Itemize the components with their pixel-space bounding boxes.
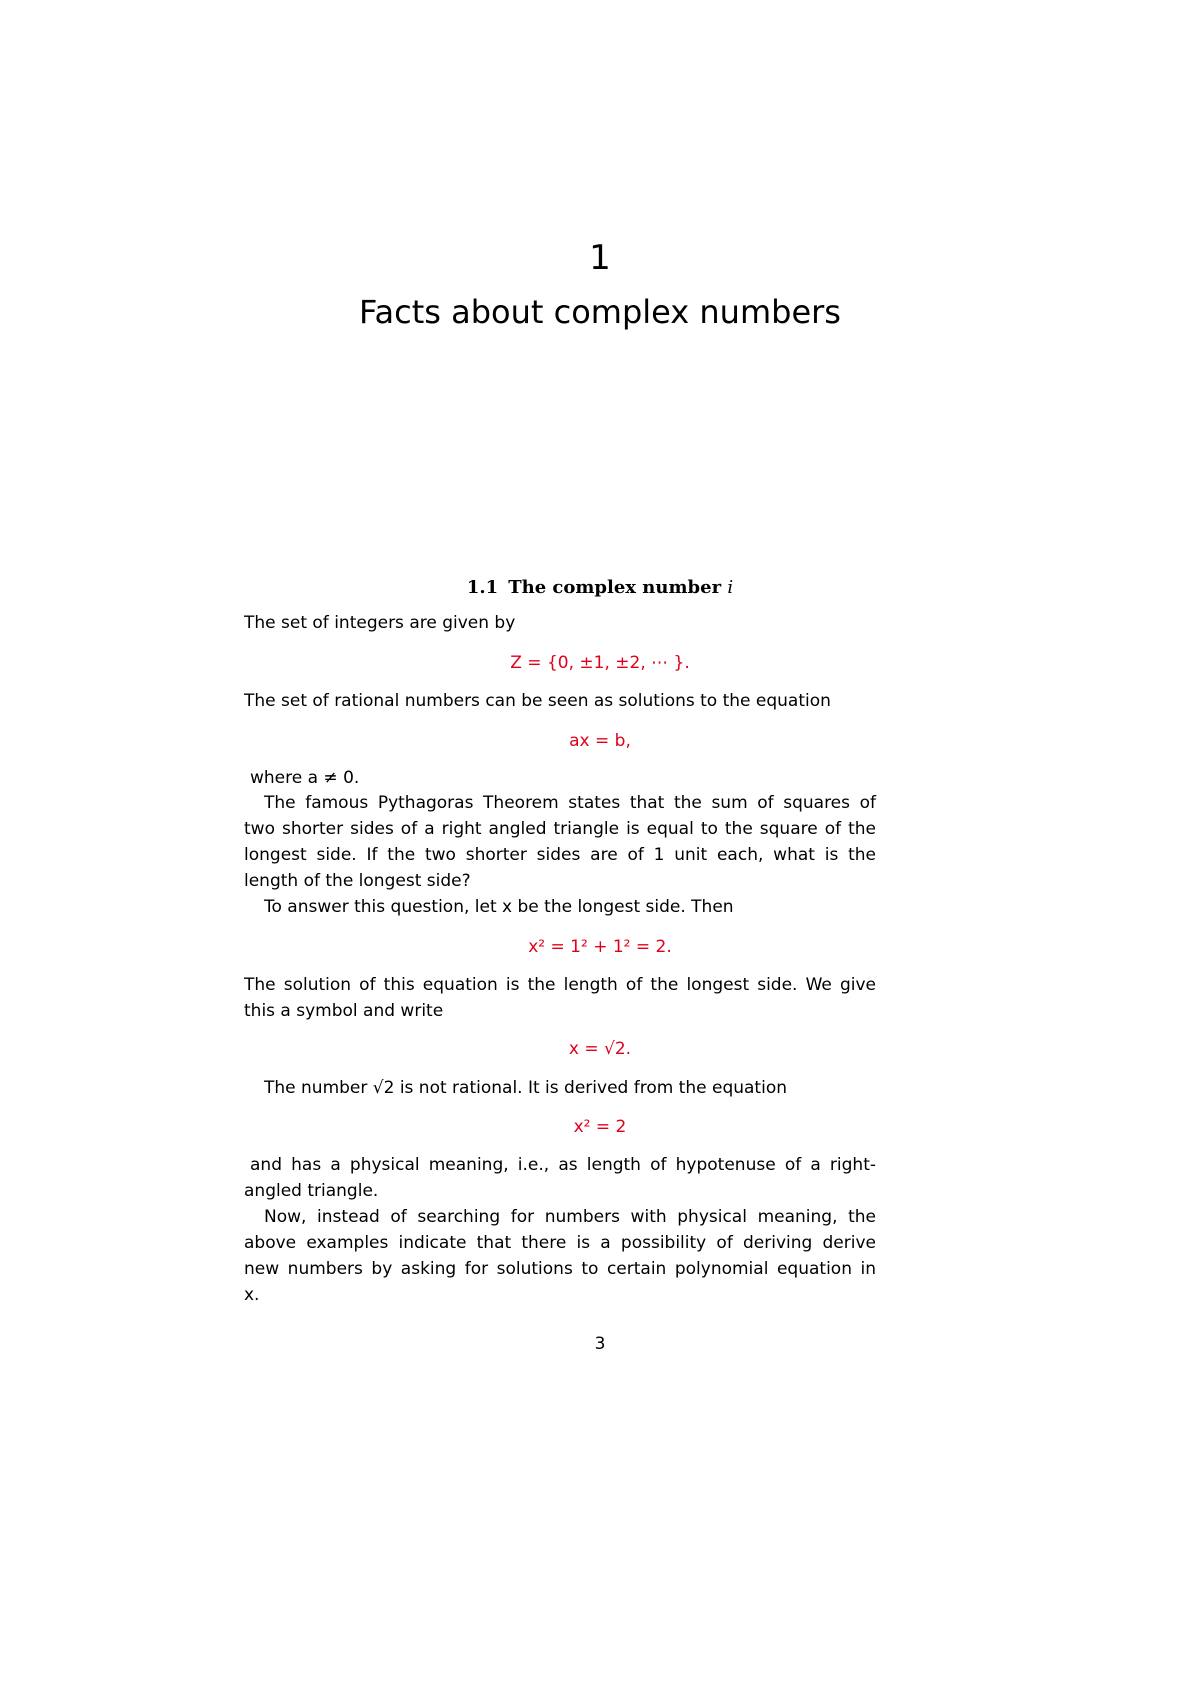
section-symbol: i [727, 577, 734, 598]
paragraph-answer: To answer this question, let x be the longest side. Then [264, 897, 734, 917]
paragraph-conclusion-line-4: x. [244, 1285, 260, 1305]
paragraph-pythagoras-line-4: length of the longest side? [244, 871, 471, 891]
section-number: 1.1 [466, 577, 499, 598]
section-title: The complex number [508, 577, 722, 598]
section-heading [0, 576, 1200, 600]
chapter-title: Facts about complex numbers [359, 293, 841, 331]
paragraph-physical-line-1: and has a physical meaning, i.e., as length of hypotenuse of a right- [250, 1155, 876, 1175]
paragraph-where: where a ≠ 0. [250, 768, 360, 788]
paragraph-physical-line-2: angled triangle. [244, 1181, 379, 1201]
paragraph-pythagoras-line-2: two shorter sides of a right angled triangle is equal to the square of the [244, 819, 876, 839]
paragraph-pythagoras-line-3: longest side. If the two shorter sides are of 1 unit each, what is the [244, 845, 876, 865]
equation-rationals: ax = b, [569, 731, 631, 751]
page-number: 3 [594, 1334, 606, 1354]
equation-sqrt: x = √2. [568, 1039, 632, 1059]
chapter-number: 1 [589, 238, 611, 278]
paragraph-conclusion-line-2: above examples indicate that there is a possibility of deriving derive [244, 1233, 876, 1253]
paragraph-conclusion-line-3: new numbers by asking for solutions to certain polynomial equation in [244, 1259, 876, 1279]
paragraph-conclusion-line-1: Now, instead of searching for numbers with physical meaning, the [264, 1207, 876, 1227]
equation-pythagoras: x² = 1² + 1² = 2. [528, 937, 672, 957]
paragraph-solution-line-1: The solution of this equation is the length of the longest side. We give [244, 975, 876, 995]
equation-square: x² = 2 [573, 1117, 627, 1137]
paragraph-rationals: The set of rational numbers can be seen as solutions to the equation [244, 691, 831, 711]
paragraph-solution-line-2: this a symbol and write [244, 1001, 444, 1021]
paragraph-pythagoras-line-1: The famous Pythagoras Theorem states that the sum of squares of [264, 793, 876, 813]
paragraph-integers: The set of integers are given by [244, 613, 516, 633]
equation-integers: Z = {0, ±1, ±2, ⋯ }. [510, 653, 690, 673]
paragraph-not-rational: The number √2 is not rational. It is derived from the equation [264, 1078, 787, 1098]
